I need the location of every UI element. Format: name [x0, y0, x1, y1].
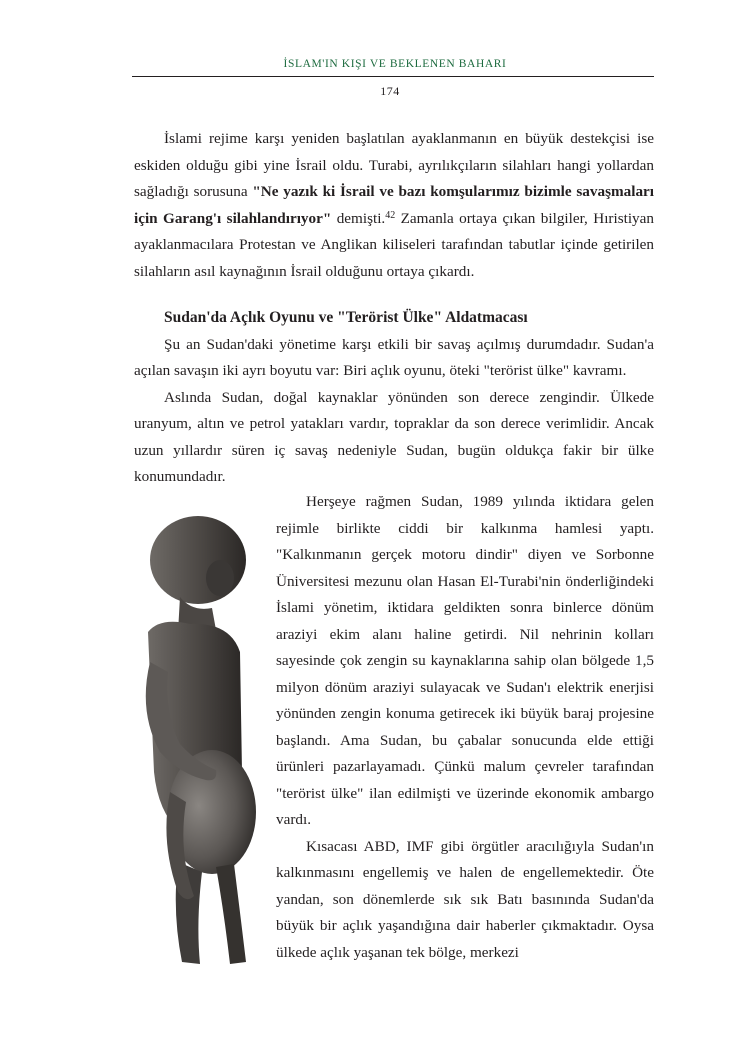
paragraph-1-text-a: İslami rejime karşı yeniden başlatılan ayaklanmanın en büyük destekçisi ise eskiden olduğu gibi yine İsrail oldu. Turabi, ayrılıkçıların silahları hangi yollardan sağladığı sorusuna [134, 130, 654, 200]
paragraph-1 [134, 126, 654, 285]
page-number: 174 [380, 84, 400, 98]
section-heading: Sudan'da Açlık Oyunu ve "Terörist Ülke" Aldatmacası [164, 309, 528, 326]
child-head [150, 516, 246, 604]
paragraph-1-text-c: Zamanla ortaya çıkan bilgiler, Hıristiyan ayaklanmacılara Protestan ve Anglikan kiliseleri tarafından tabutlar içinde getirilen silahların asıl kaynağının İsrail olduğunu ortaya çıkardı. [134, 209, 654, 280]
header-rule [132, 76, 654, 77]
child-leg-right [216, 864, 246, 964]
running-head-title: İSLAM'IN KIŞI VE BEKLENEN BAHARI [283, 58, 507, 70]
paragraph-5: Kısacası ABD, IMF gibi örgütler aracılığıyla Sudan'ın kalkınmasını engellemiş ve halen de engellemektedir. Öte yandan, son dönemlerde sık sık Batı basınında Sudan'da büyük bir açlık yaşandığına dair haberler çıkmaktadır. Oysa ülkede açlık yaşanan tek bölge, merkezi [276, 837, 654, 961]
paragraph-1-text-b: demişti. [331, 209, 386, 227]
footnote-marker: 42 [385, 209, 396, 221]
turabi-quote: "Ne yazık ki İsrail ve bazı komşularımız bizimle savaşmaları için Garang'ı silahlandırıyor" [134, 183, 655, 227]
starving-child-photo [120, 512, 280, 974]
paragraph-4: Herşeye rağmen Sudan, 1989 yılında iktidara gelen rejimle birlikte ciddi bir kalkınma hamlesi yaptı. "Kalkınmanın gerçek motoru dindir" diyen ve Sorbonne Üniversitesi mezunu olan Hasan El-Turabi'nin önderliğindeki İslami yönetim, iktidara geldikten sonra binlerce dönüm araziyi ekim alanı haline getirdi. Nil nehrinin kolları sayesinde çok zengin su kaynaklarına sahip olan bölgede 1,5 milyon dönüm araziyi sulayacak ve Sudan'ı elektrik enerjisi yönünden zengin konuma getirecek iki büyük baraj projesine başlandı. Ama Sudan, bu çabalar sonucunda elde ettiği ürünleri pazarlayamadı. Çünkü malum çevreler tarafından "terörist ülke" ilan edilmişti ve üzerinde ekonomik ambargo vardı. [276, 493, 654, 828]
wrapped-text-block [276, 489, 654, 966]
paragraph-3: Aslında Sudan, doğal kaynaklar yönünden son derece zengindir. Ülkede uranyum, altın ve petrol yatakları vardır, topraklar da son derece verimlidir. Ancak uzun yıllardır süren iç savaş nedeniyle Sudan, bugün oldukça fakir bir ülke konumundadır. [134, 388, 654, 485]
main-text-block [134, 126, 654, 491]
paragraph-2: Şu an Sudan'daki yönetime karşı etkili bir savaş açılmış durumdadır. Sudan'a açılan savaşın iki ayrı boyutu var: Biri açlık oyunu, öteki "terörist ülke" kavramı. [134, 335, 654, 379]
